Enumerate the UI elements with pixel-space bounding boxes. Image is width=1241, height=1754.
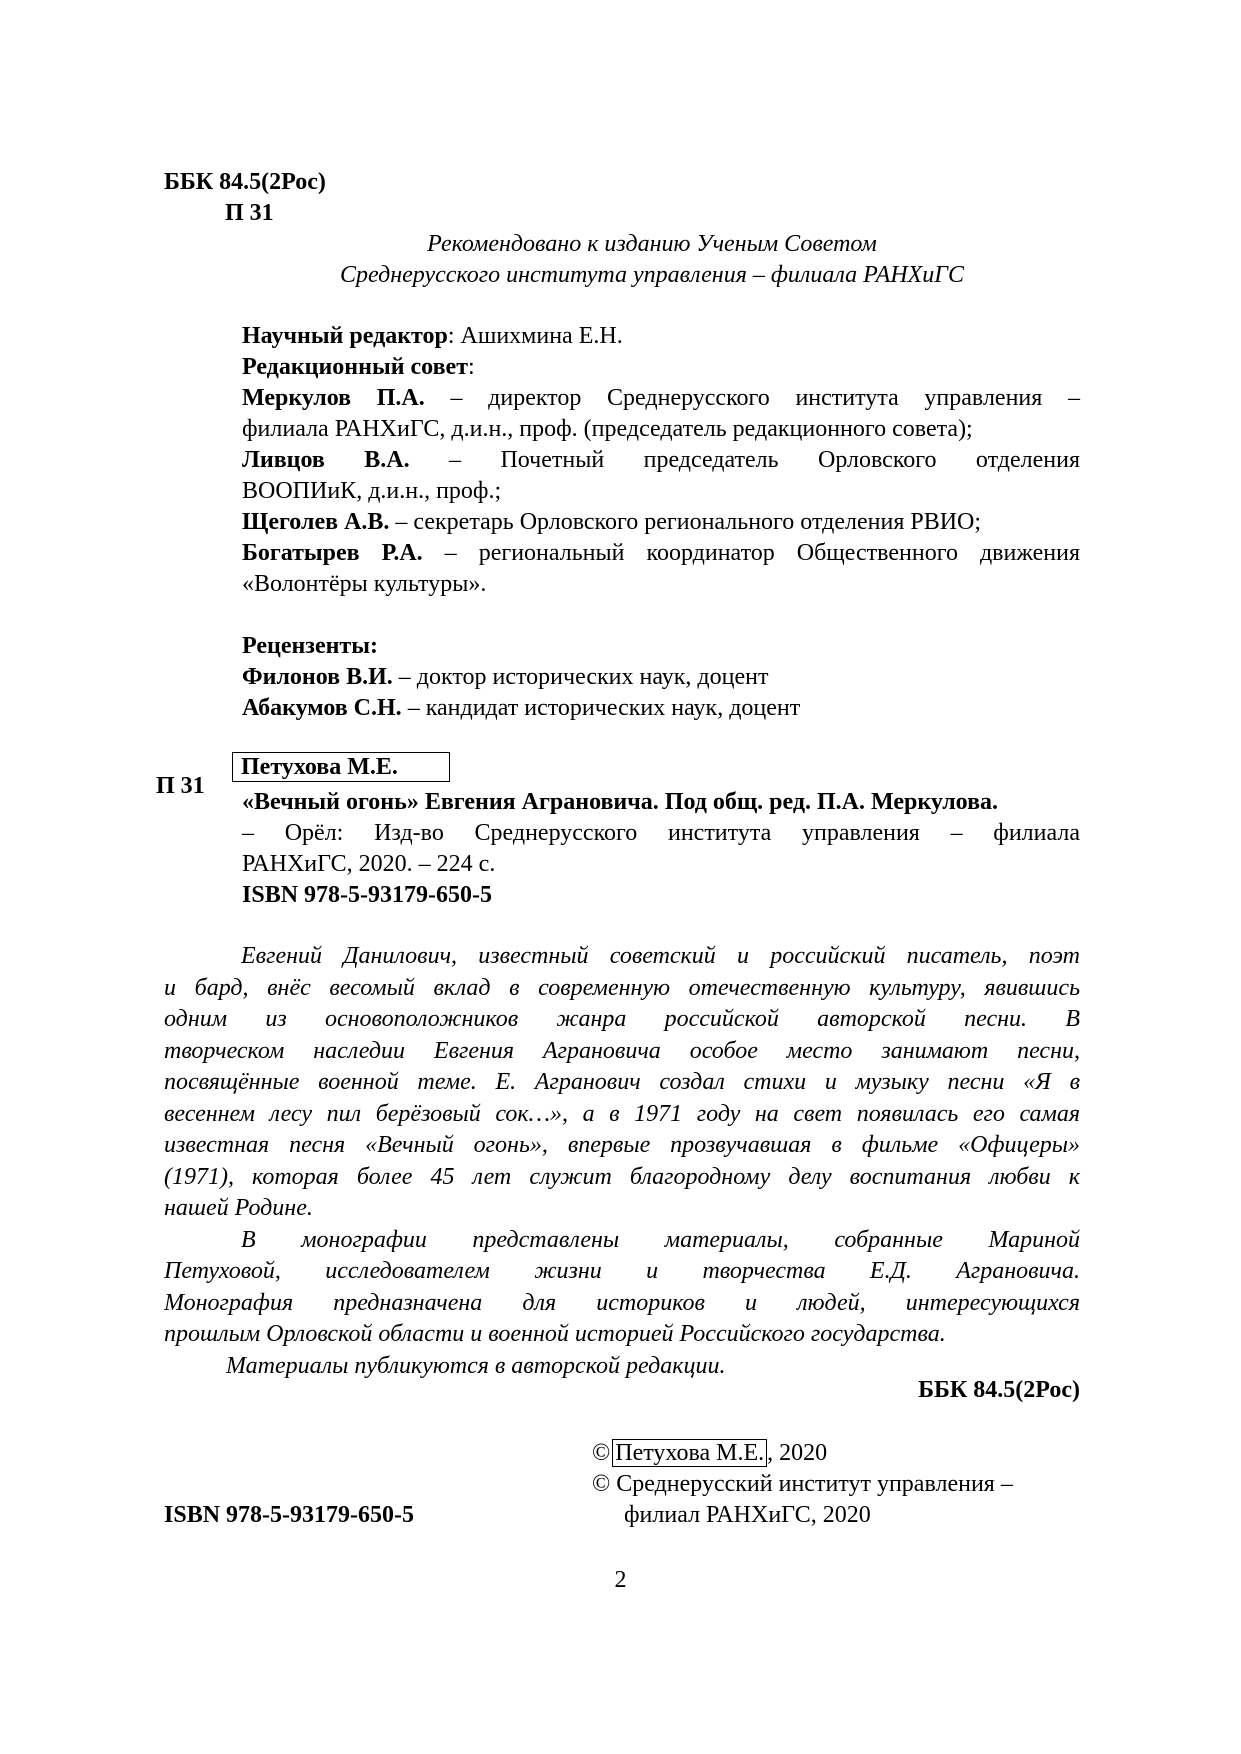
editorial-board-label: Редакционный совет	[242, 354, 468, 380]
reviewer-name: Абакумов С.Н.	[242, 695, 402, 721]
scientific-editor-label: Научный редактор	[242, 323, 448, 349]
copyright-institute-line-1: © Среднерусский институт управления –	[592, 1471, 1013, 1497]
reviewers-label: Рецензенты:	[242, 633, 378, 659]
reviewer: Филонов В.И. – доктор исторических наук, доцент	[242, 664, 769, 690]
annotation-line: Монография предназначена для историков и людей, интересующихся	[164, 1289, 1080, 1316]
annotation-line: прошлым Орловской области и военной историей Российского государства.	[164, 1321, 946, 1347]
editorial-section	[242, 321, 1080, 600]
board-member: Богатырев Р.А. – региональный координатор Общественного движения	[242, 540, 1081, 566]
catalog-imprint-line-1: – Орёл: Изд-во Среднерусского института управления – филиала	[242, 820, 1080, 846]
catalog-mark: П 31	[156, 773, 205, 799]
annotation-line: Евгений Данилович, известный советский и российский писатель, поэт	[241, 943, 1080, 969]
annotation-line: одним из основоположников жанра российской авторской песни. В	[164, 1006, 1080, 1032]
catalog-title: «Вечный огонь» Евгения Аграновича. Под общ. ред. П.А. Меркулова.	[242, 789, 999, 815]
board-member-name: Меркулов П.А.	[242, 385, 425, 411]
footer-isbn: ISBN 978-5-93179-650-5	[164, 1502, 414, 1528]
annotation-line: весеннем лесу пил берёзовый сок…», а в 1971 году на свет появилась его самая	[164, 1100, 1080, 1127]
board-member: Меркулов П.А. – директор Среднерусского института управления –	[242, 385, 1080, 411]
bbk-index: ББК 84.5(2Рос)	[164, 169, 326, 195]
scientific-editor-name: : Ашихмина Е.Н.	[447, 323, 623, 349]
catalog-author: Петухова М.Е.	[232, 752, 450, 782]
copyright-author-name: Петухова М.Е.	[612, 1439, 767, 1467]
scientific-editor	[242, 321, 1080, 352]
annotation-line: и бард, внёс весомый вклад в современную отечественную культуру, явившись	[164, 974, 1080, 1001]
copyright-institute-line-2: филиал РАНХиГС, 2020	[624, 1502, 871, 1528]
annotation-line: известная песня «Вечный огонь», впервые прозвучавшая в фильме «Офицеры»	[164, 1132, 1080, 1158]
annotation-line: посвящённые военной теме. Е. Агранович создал стихи и музыку песни «Я в	[164, 1069, 1080, 1095]
reviewer: Абакумов С.Н. – кандидат исторических наук, доцент	[242, 695, 801, 721]
annotation-line: творческом наследии Евгения Аграновича особое место занимают песни,	[164, 1037, 1080, 1064]
editorial-board-heading: Редакционный совет:	[242, 354, 475, 380]
annotation	[164, 941, 1080, 1382]
board-member-name: Ливцов В.А.	[242, 447, 410, 473]
reviewers-section	[242, 631, 1080, 724]
annotation-line: В монографии представлены материалы, собранные Мариной	[241, 1226, 1080, 1253]
page-number: 2	[614, 1567, 627, 1593]
footer-bbk: ББК 84.5(2Рос)	[918, 1377, 1080, 1403]
board-member-continuation: «Волонтёры культуры».	[242, 571, 487, 597]
board-member-name: Богатырев Р.А.	[242, 540, 423, 566]
copyright-symbol: ©	[592, 1440, 611, 1466]
copyright-author: © Петухова М.Е. , 2020	[592, 1440, 828, 1466]
board-member: Ливцов В.А. – Почетный председатель Орловского отделения	[242, 447, 1081, 473]
annotation-line: нашей Родине.	[164, 1195, 313, 1221]
reviewer-name: Филонов В.И.	[242, 664, 393, 690]
board-member-name: Щеголев А.В.	[242, 509, 390, 535]
annotation-line: Петуховой, исследователем жизни и творчества Е.Д. Аграновича.	[164, 1258, 1080, 1284]
board-member-continuation: филиала РАНХиГС, д.и.н., проф. (председатель редакционного совета);	[242, 416, 973, 442]
catalog-isbn: ISBN 978-5-93179-650-5	[242, 882, 492, 908]
catalog-imprint-line-2: РАНХиГС, 2020. – 224 с.	[242, 851, 496, 877]
board-member-continuation: ВООПИиК, д.и.н., проф.;	[242, 478, 502, 504]
board-member: Щеголев А.В. – секретарь Орловского регионального отделения РВИО;	[242, 509, 982, 535]
author-mark: П 31	[225, 200, 274, 226]
catalog-entry	[242, 787, 1080, 911]
annotation-line: (1971), которая более 45 лет служит благородному делу воспитания любви к	[164, 1163, 1080, 1190]
annotation-note: Материалы публикуются в авторской редакции.	[226, 1352, 726, 1379]
recommendation-line-2: Среднерусского института управления – филиала РАНХиГС	[340, 262, 964, 288]
recommendation-line-1: Рекомендовано к изданию Ученым Советом	[427, 231, 877, 257]
